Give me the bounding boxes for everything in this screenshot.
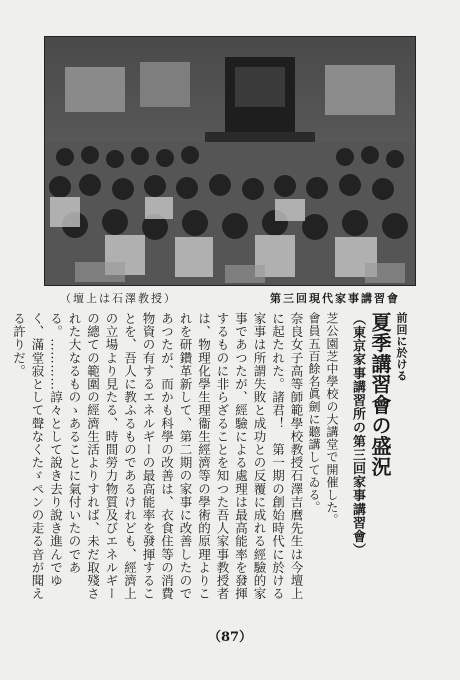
- photo-caption: [60, 290, 400, 306]
- article-lead-1: 芝公園芝中學校の大講堂で開催した。: [325, 312, 339, 527]
- article-lead-2: 會員五百餘名眞劍に聽講してゐる。: [307, 312, 321, 514]
- caption-note: （壇上は石澤教授）: [60, 292, 177, 305]
- article: [11, 312, 408, 612]
- article-title: 夏季講習會の盛況: [368, 312, 392, 477]
- lecture-hall-photo: [44, 36, 416, 286]
- article-kicker: 前回に於ける: [395, 312, 408, 382]
- article-heading: [347, 312, 408, 557]
- article-subtitle: （東京家事講習所の第三回家事講習會）: [350, 312, 365, 557]
- article-body: 奈良女子高等師範學校教授石澤吉麿先生は今壇上に起たれた。諸君！ 第一期の創始時代に於ける家事は所謂失敗と成功との反覆に成れる經驗的家事であつたが、經驗による處理は最高能率を發揮するものに非らざることを知つた吾人家事教授者は、物理化學生理衞生經濟等の學術的原理よりこれを研鑽革新して、第二期の家事に改善したのであつたが、而かも科學の改善は、衣食住等の消費物資の有するエネルギーの最高能率を發揮することを、吾人に教ふるものであるけれども、經濟上の立場より見たる、時間勞力物質及びエネルギーの總ての範圍の經濟生活よりすれば、未だ取殘された大なるものゝあることに氣付いたのである。…………諄々として說き去り說き進んでゆく、滿堂寂として聲なくたゞペンの走る音が聞える許りだ。: [11, 312, 304, 601]
- caption-main: 第三回現代家事講習會: [270, 292, 400, 305]
- page-number: （87）: [207, 630, 253, 645]
- lecture-hall-photo-graphic: [45, 37, 415, 285]
